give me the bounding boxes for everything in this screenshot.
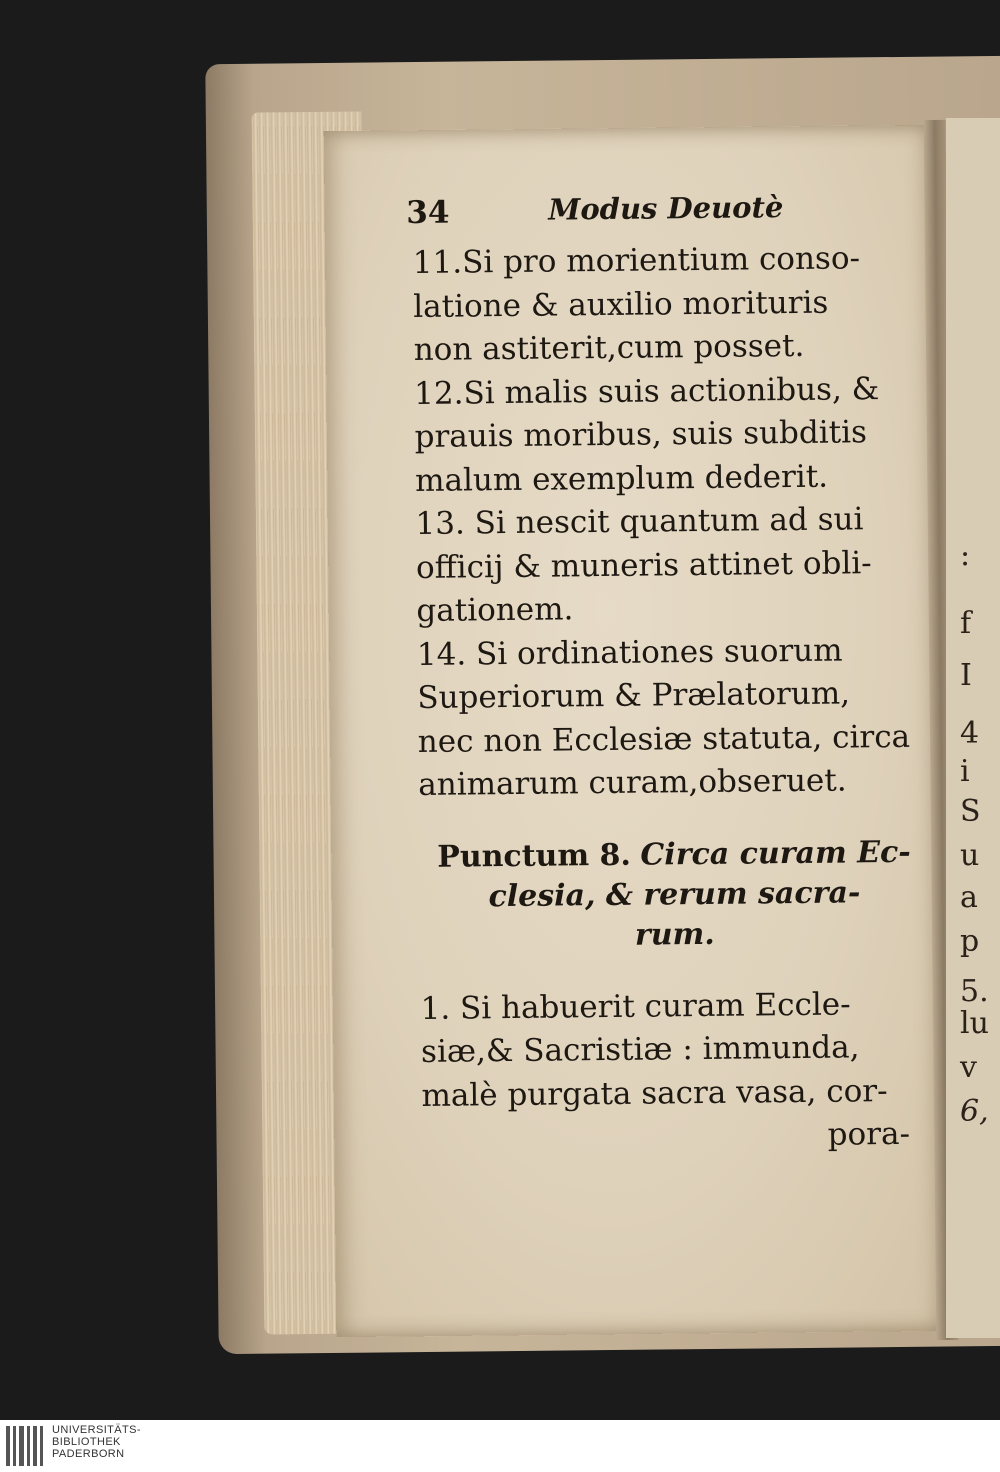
running-title: Modus Deuotè <box>548 190 784 227</box>
fragment-glyph: i <box>960 754 970 789</box>
text-line: gationem. <box>416 591 574 629</box>
text-line: siæ,& Sacristiæ : immunda, <box>420 1029 860 1070</box>
library-footer <box>0 1420 1000 1472</box>
fragment-glyph: 5. <box>960 974 989 1009</box>
library-name-line: UNIVERSITÄTS- <box>52 1424 141 1436</box>
text-line: nec non Ecclesiæ statuta, circa <box>417 718 911 760</box>
text-line: officij & muneris attinet obli- <box>415 544 872 586</box>
library-name <box>52 1424 141 1460</box>
fragment-glyph: 4 <box>960 716 980 751</box>
fragment-glyph: S <box>960 794 981 829</box>
fragment-glyph: u <box>960 838 980 873</box>
text-line: latione & auxilio morituris <box>413 284 829 325</box>
text-line: malè purgata sacra vasa, cor- <box>421 1072 888 1114</box>
fragment-glyph: p <box>960 924 980 959</box>
heading-text: rum. <box>634 916 715 953</box>
text-line: animarum curam,obseruet. <box>418 762 847 803</box>
text-line: Superiorum & Prælatorum, <box>417 675 851 716</box>
library-name-line: BIBLIOTHEK <box>52 1436 121 1448</box>
fragment-glyph: : <box>960 538 971 573</box>
text-line: 14. Si ordinationes suorum <box>416 632 843 673</box>
heading-text: Circa curam Ec- <box>640 834 911 873</box>
fragment-glyph: I <box>960 658 972 693</box>
fragment-glyph: v <box>960 1050 977 1085</box>
page-number: 34 <box>406 194 450 232</box>
fragment-glyph: 6, <box>960 1094 989 1129</box>
fragment-glyph: f <box>960 606 972 641</box>
page-text <box>406 181 942 1162</box>
text-line: 11.Si pro morientium conso- <box>412 240 861 281</box>
fragment-glyph: lu <box>960 1006 989 1041</box>
heading-text: clesia, & rerum sacra- <box>488 874 861 914</box>
right-page-fragment <box>946 118 1000 1338</box>
library-logo-icon <box>6 1426 46 1468</box>
library-name-line: PADERBORN <box>52 1448 125 1460</box>
text-line: 12.Si malis suis actionibus, & <box>413 370 880 412</box>
text-line: 1. Si habuerit curam Eccle- <box>420 985 851 1027</box>
text-line: malum exemplum dederit. <box>414 458 829 499</box>
text-line: prauis moribus, suis subditis <box>414 414 868 455</box>
running-head <box>406 181 933 242</box>
fragment-glyph: a <box>960 880 978 915</box>
heading-lead: Punctum 8. <box>437 837 632 875</box>
section-heading <box>419 832 930 957</box>
text-line: 13. Si nescit quantum ad sui <box>415 501 864 542</box>
text-line: non astiterit,cum posset. <box>413 327 805 368</box>
catchword: pora- <box>827 1115 911 1153</box>
